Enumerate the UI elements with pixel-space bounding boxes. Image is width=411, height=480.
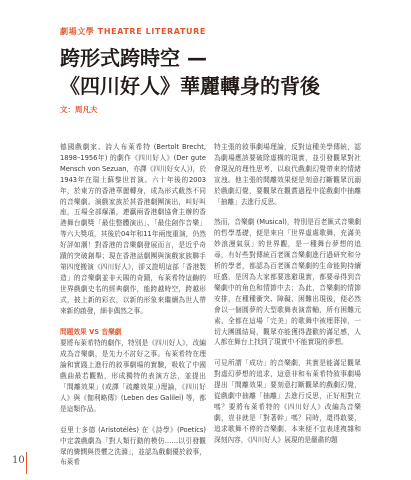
article-title	[60, 44, 380, 100]
section-subheading: 問題效果 VS 音樂劇	[60, 327, 122, 336]
page-number-rule	[26, 452, 27, 474]
paragraph: 然而，音樂劇 (Musical)，特別是百老匯式音樂劇的哲學基礎，便是來自「世界虛處歌舞，充滿美妙浪漫氣氛」的世界觀，是一種舞台夢想的追尋，有好些對傳統百老匯音樂劇進行過研究和分析的學者，都認為百老匯音樂劇的生命能夠持續旺盛，是因為大家都要逃避現實，都要尋得到音樂劇中的角色和情節中去；為此，音樂劇的情節安排，在種種衝突、障礙、困難出現後，便必然會以一個圓夢的大型歌舞表演當軸，所有困難元素，全都在這場「完美」的歌舞中被埋葬掉，一切大團圓結局，觀眾亦能獲得盡歡的滿足感，人人都在舞台上找到了現實中不能實現的夢想。	[214, 218, 361, 347]
paragraph: 德國戲劇家、詩人布萊希特 (Bertolt Brecht, 1898–1956年) 的劇作《四川好人》(Der gute Mensch von Sezuan，亦譯《四川好女人》)，於1943年在瑞士蘇黎世首演。六十年後的2003年，於東方的香港華麗轉身，成為形式截然不同的音樂劇。演戲家族於甚香港劇團演出，叫好叫座，五場全部爆滿，連贏兩香港劇協會主辦的香港舞台劇獎「最佳整體演出」、「最佳創作音樂」等六大獎項，其後於04年和11年兩度重演，仍然好評如潮！對香港的音樂劇發展而言，是近乎奇蹟的突破創舉；現在香港話劇團與演戲家族聯手第四度搬演《四川好人》，卻又證明這部「香港製造」的音樂劇並非天賜的奇蹟，布萊希特這齣的世界戲劇史名的經典劇作，能跨越時空，跨越形式，披上新的彩衣，以新的形象來繼續為世人帶來新的啟發，細非偶然之事。	[60, 143, 206, 315]
paragraph: 亞里士多德 (Aristotélès) 在《詩學》(Poetics) 中定義戲劇為「對人類行動的模仿……以引發觀眾的憐憫與畏懼之洗滌」，並認為戲劇優於敘事，布萊希	[60, 425, 206, 467]
section-label: 劇場文學 THEATRE LITERATURE	[60, 27, 206, 36]
article-column-left	[60, 142, 206, 477]
article-column-right	[214, 142, 361, 477]
paragraph: 特主張的敘事劇場理論，反對這種美學傳統，認為劇場應該要破除虛構的現實，並引發觀眾對社會現況的理性思考，以取代戲劇幻覺帶來的情緒宣洩。他主張的間離效果便是刻意打斷觀眾沉溺於戲劇幻覺，要觀眾在觀賞過程中從戲劇中抽離「抽離」去進行反思。	[214, 143, 361, 206]
byline: 文：周凡夫	[60, 105, 98, 114]
title-line-2: 《四川好人》華麗轉身的背後	[60, 74, 320, 98]
paragraph: 可見所謂「成功」的音樂劇，其實是能滿足觀眾對虛幻夢想的追求，這意非和布萊希特敘事劇場提出「間離效果」要刻意打斷觀眾的戲劇幻覺，從戲劇中抽離「抽離」去進行反思，正好相對立嗎？要將布萊希特的《四川好人》改編為音樂劇，豈非就是「對著幹」嗎？同時，還得敢要，追求歌舞不停的音樂劇，本來便不宜表達複雜和深刻內容，《四川好人》展現的是嚴肅的題	[214, 359, 361, 444]
title-line-1: 跨形式跨時空 —	[60, 46, 207, 70]
page-number: 10	[12, 455, 25, 466]
paragraph: 要將布萊希特的劇作，特別是《四川好人》，改編成為音樂劇，是先力不討好之事。布萊希特在理論和實踐上進行的敘事劇場的實驗，吸收了中國戲曲最若觀點，形成獨特的表演方法，並提出「間離效果」(或譯「疏離效果」)理論，《四川好人》與《伽利略傳》(Leben des Galilei) 等，都是這類作品。	[60, 339, 206, 413]
